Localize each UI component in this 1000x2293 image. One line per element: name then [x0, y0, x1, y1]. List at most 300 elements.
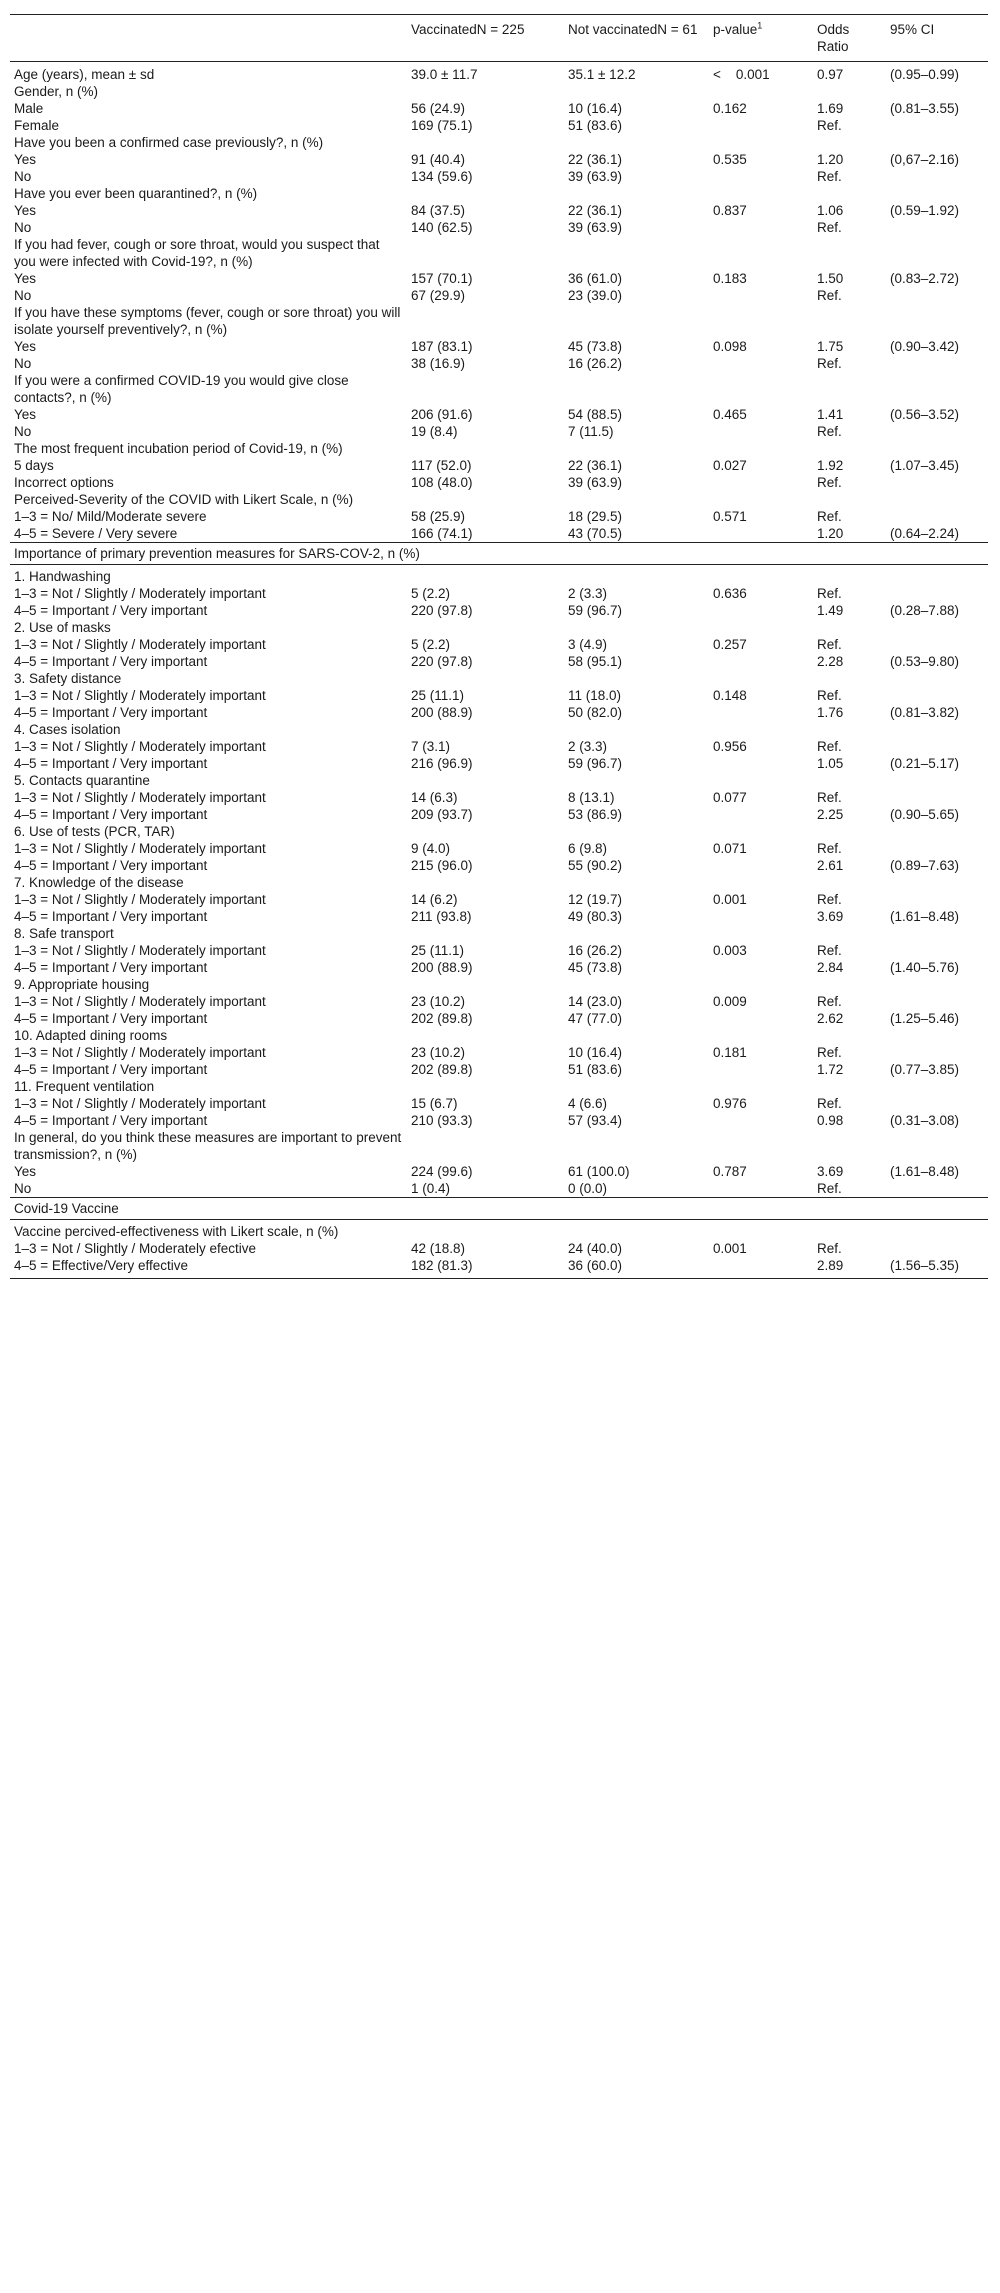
- cell-vaccinated: 14 (6.3): [411, 790, 458, 805]
- cell-variable: 8. Safe transport: [14, 926, 114, 941]
- cell-not-vaccinated: 36 (60.0): [564, 1257, 709, 1279]
- cell-odds-ratio: [813, 1078, 886, 1095]
- cell-p-value: 0.787: [713, 1164, 747, 1179]
- cell-variable: 4–5 = Important / Very important: [14, 1113, 208, 1128]
- table-row: [10, 670, 988, 687]
- table-row: [10, 976, 988, 993]
- cell-vaccinated: 67 (29.9): [411, 288, 466, 303]
- header-not-vaccinated: Not vaccinatedN = 61: [568, 22, 698, 37]
- cell-vaccinated: 209 (93.7): [411, 807, 473, 822]
- cell-odds-ratio: 1.20: [817, 526, 844, 541]
- cell-variable: Yes: [14, 1164, 37, 1179]
- cell-p-value: [709, 1027, 813, 1044]
- cell-p-value: 0.001: [713, 892, 747, 907]
- table-row: [10, 219, 988, 236]
- cell-variable: 1. Handwashing: [14, 569, 111, 584]
- cell-p-value: [709, 721, 813, 738]
- cell-ci: (0.90–3.42): [890, 339, 960, 354]
- cell-odds-ratio: Ref.: [817, 118, 842, 133]
- cell-p-value: [709, 440, 813, 457]
- cell-not-vaccinated: [564, 1027, 709, 1044]
- cell-p-value: [709, 134, 813, 151]
- cell-not-vaccinated: 22 (36.1): [568, 203, 623, 218]
- cell-ci: [886, 372, 988, 406]
- cell-variable: Have you ever been quarantined?, n (%): [14, 186, 258, 201]
- cell-vaccinated: 200 (88.9): [411, 960, 473, 975]
- cell-not-vaccinated: [564, 236, 709, 270]
- cell-p-value: [709, 355, 813, 372]
- table-row: [10, 1095, 988, 1112]
- cell-ci: [886, 134, 988, 151]
- header-row: [10, 15, 988, 62]
- cell-p-value: 0.162: [713, 101, 747, 116]
- table-row: [10, 1061, 988, 1078]
- table-row: [10, 789, 988, 806]
- cell-ci: [886, 823, 988, 840]
- cell-p-value: 0.077: [713, 790, 747, 805]
- cell-odds-ratio: Ref.: [817, 637, 842, 652]
- cell-not-vaccinated: [564, 925, 709, 942]
- cell-vaccinated: 5 (2.2): [411, 637, 451, 652]
- cell-ci: [886, 891, 988, 908]
- cell-variable: Have you been a confirmed case previously?, n (%): [14, 135, 324, 150]
- cell-ci: [886, 721, 988, 738]
- cell-vaccinated: 157 (70.1): [411, 271, 473, 286]
- cell-odds-ratio: Ref.: [817, 220, 842, 235]
- table-row: [10, 908, 988, 925]
- cell-not-vaccinated: [564, 721, 709, 738]
- cell-odds-ratio: Ref.: [817, 841, 842, 856]
- cell-odds-ratio: [813, 619, 886, 636]
- cell-odds-ratio: 1.41: [817, 407, 844, 422]
- cell-variable: 4–5 = Important / Very important: [14, 756, 208, 771]
- table-row: [10, 619, 988, 636]
- cell-p-value: [709, 704, 813, 721]
- cell-vaccinated: 210 (93.3): [411, 1113, 473, 1128]
- cell-ci: [886, 1078, 988, 1095]
- cell-not-vaccinated: 53 (86.9): [568, 807, 623, 822]
- cell-vaccinated: 15 (6.7): [411, 1096, 458, 1111]
- cell-not-vaccinated: 59 (96.7): [568, 603, 623, 618]
- cell-variable: 1–3 = Not / Slightly / Moderately important: [14, 586, 266, 601]
- cell-odds-ratio: Ref.: [817, 1181, 842, 1196]
- cell-variable: No: [14, 220, 32, 235]
- cell-vaccinated: [407, 772, 564, 789]
- cell-odds-ratio: 0.97: [817, 67, 844, 82]
- section-title: Covid-19 Vaccine: [10, 1198, 988, 1220]
- table-row: [10, 1129, 988, 1163]
- table-row: [10, 1044, 988, 1061]
- cell-p-value: [709, 1061, 813, 1078]
- table-row: [10, 338, 988, 355]
- cell-vaccinated: [407, 1078, 564, 1095]
- cell-variable: Yes: [14, 203, 37, 218]
- cell-p-value: [709, 304, 813, 338]
- table-row: [10, 270, 988, 287]
- table-row: [10, 423, 988, 440]
- cell-ci: (1.07–3.45): [890, 458, 960, 473]
- cell-not-vaccinated: [564, 976, 709, 993]
- cell-odds-ratio: 2.89: [813, 1257, 886, 1279]
- cell-odds-ratio: 1.49: [817, 603, 844, 618]
- table-row: [10, 959, 988, 976]
- cell-not-vaccinated: [564, 619, 709, 636]
- cell-ci: [886, 670, 988, 687]
- table-row: [10, 738, 988, 755]
- cell-odds-ratio: [813, 440, 886, 457]
- cell-not-vaccinated: [564, 83, 709, 100]
- cell-ci: [886, 185, 988, 202]
- cell-ci: (0.56–3.52): [890, 407, 960, 422]
- cell-vaccinated: [407, 976, 564, 993]
- cell-vaccinated: 14 (6.2): [411, 892, 458, 907]
- cell-variable: Female: [14, 118, 60, 133]
- cell-ci: [886, 236, 988, 270]
- cell-vaccinated: 169 (75.1): [411, 118, 473, 133]
- cell-variable: 1–3 = Not / Slightly / Moderately efective: [14, 1241, 256, 1256]
- cell-odds-ratio: [813, 670, 886, 687]
- table-row: [10, 857, 988, 874]
- cell-ci: [886, 83, 988, 100]
- cell-odds-ratio: [813, 236, 886, 270]
- cell-variable: In general, do you think these measures are important to prevent transmission?, n (%): [14, 1130, 402, 1162]
- cell-not-vaccinated: 11 (18.0): [568, 688, 622, 703]
- cell-odds-ratio: [813, 372, 886, 406]
- cell-p-value: 0.001: [713, 1241, 747, 1256]
- table-row: [10, 236, 988, 270]
- cell-odds-ratio: [813, 185, 886, 202]
- cell-not-vaccinated: 39 (63.9): [568, 475, 623, 490]
- cell-odds-ratio: Ref.: [817, 943, 842, 958]
- cell-odds-ratio: [813, 1129, 886, 1163]
- cell-ci: (0.89–7.63): [890, 858, 960, 873]
- cell-p-value: [709, 653, 813, 670]
- cell-odds-ratio: [813, 823, 886, 840]
- section-header-row: [10, 1198, 988, 1220]
- cell-vaccinated: 25 (11.1): [411, 943, 465, 958]
- cell-vaccinated: [407, 823, 564, 840]
- cell-ci: [886, 585, 988, 602]
- cell-variable: No: [14, 424, 32, 439]
- cell-variable: If you were a confirmed COVID-19 you would give close contacts?, n (%): [14, 373, 349, 405]
- cell-ci: (0.64–2.24): [890, 526, 960, 541]
- cell-vaccinated: 23 (10.2): [411, 1045, 466, 1060]
- cell-p-value: [709, 823, 813, 840]
- cell-p-value: 0.009: [713, 994, 747, 1009]
- cell-odds-ratio: 3.69: [817, 909, 844, 924]
- cell-vaccinated: [407, 304, 564, 338]
- cell-ci: (0.28–7.88): [890, 603, 960, 618]
- cell-p-value: [709, 525, 813, 543]
- header-p-value: [709, 15, 813, 62]
- cell-odds-ratio: Ref.: [817, 509, 842, 524]
- cell-p-value: [709, 185, 813, 202]
- cell-variable: 1–3 = No/ Mild/Moderate severe: [14, 509, 207, 524]
- table-row: [10, 636, 988, 653]
- cell-p-value: 0.976: [713, 1096, 747, 1111]
- cell-variable: 4–5 = Important / Very important: [14, 1062, 208, 1077]
- cell-p-value: [709, 423, 813, 440]
- cell-ci: [886, 993, 988, 1010]
- cell-vaccinated: 182 (81.3): [407, 1257, 564, 1279]
- table-row: [10, 942, 988, 959]
- cell-not-vaccinated: 6 (9.8): [568, 841, 608, 856]
- cell-vaccinated: 7 (3.1): [411, 739, 451, 754]
- cell-ci: (1.56–5.35): [886, 1257, 988, 1279]
- table-row: [10, 440, 988, 457]
- cell-ci: [886, 1180, 988, 1198]
- table-row: [10, 355, 988, 372]
- cell-ci: [886, 789, 988, 806]
- cell-odds-ratio: Ref.: [817, 586, 842, 601]
- cell-ci: (0.95–0.99): [890, 67, 960, 82]
- cell-ci: (0.21–5.17): [890, 756, 960, 771]
- cell-not-vaccinated: [564, 565, 709, 586]
- cell-ci: [886, 1129, 988, 1163]
- cell-ci: (0.81–3.55): [890, 101, 960, 116]
- cell-variable: Perceived-Severity of the COVID with Likert Scale, n (%): [14, 492, 354, 507]
- table-row: [10, 653, 988, 670]
- cell-vaccinated: 202 (89.8): [411, 1011, 473, 1026]
- cell-odds-ratio: [813, 83, 886, 100]
- cell-vaccinated: [407, 491, 564, 508]
- cell-ci: (0.31–3.08): [890, 1113, 960, 1128]
- cell-vaccinated: 42 (18.8): [411, 1241, 466, 1256]
- cell-ci: (0.59–1.92): [890, 203, 960, 218]
- cell-p-value: [709, 857, 813, 874]
- table-header: [10, 15, 988, 62]
- cell-p-value: 0.098: [713, 339, 747, 354]
- cell-p-value: [709, 1078, 813, 1095]
- cell-ci: [886, 1220, 988, 1241]
- cell-p-value: 0.837: [713, 203, 747, 218]
- header-variable: [10, 15, 407, 62]
- cell-p-value: [709, 976, 813, 993]
- cell-ci: (0.77–3.85): [890, 1062, 960, 1077]
- table-row: [10, 1180, 988, 1198]
- cell-ci: (0.53–9.80): [890, 654, 960, 669]
- cell-odds-ratio: [813, 304, 886, 338]
- cell-ci: [886, 1240, 988, 1257]
- cell-p-value: 0.003: [713, 943, 747, 958]
- table-row: [10, 721, 988, 738]
- cell-not-vaccinated: [564, 304, 709, 338]
- table-row: [10, 1078, 988, 1095]
- cell-vaccinated: [407, 565, 564, 586]
- cell-not-vaccinated: 14 (23.0): [568, 994, 623, 1009]
- cell-variable: No: [14, 169, 32, 184]
- cell-vaccinated: [407, 619, 564, 636]
- cell-p-value: [709, 219, 813, 236]
- cell-odds-ratio: 0.98: [817, 1113, 844, 1128]
- cell-ci: [886, 440, 988, 457]
- cell-odds-ratio: [813, 134, 886, 151]
- cell-ci: [886, 1044, 988, 1061]
- cell-p-value: [709, 908, 813, 925]
- cell-vaccinated: 134 (59.6): [411, 169, 473, 184]
- cell-odds-ratio: [813, 491, 886, 508]
- cell-vaccinated: [407, 925, 564, 942]
- cell-vaccinated: 5 (2.2): [411, 586, 451, 601]
- cell-odds-ratio: 1.06: [817, 203, 844, 218]
- table-row: [10, 1220, 988, 1241]
- cell-not-vaccinated: [564, 372, 709, 406]
- cell-not-vaccinated: 16 (26.2): [568, 943, 623, 958]
- cell-p-value: [709, 83, 813, 100]
- cell-variable: 10. Adapted dining rooms: [14, 1028, 168, 1043]
- cell-variable: 1–3 = Not / Slightly / Moderately important: [14, 943, 266, 958]
- cell-not-vaccinated: 39 (63.9): [568, 220, 623, 235]
- table-row: [10, 993, 988, 1010]
- cell-not-vaccinated: 49 (80.3): [568, 909, 623, 924]
- cell-not-vaccinated: [564, 440, 709, 457]
- table-row: [10, 704, 988, 721]
- table-row: [10, 62, 988, 84]
- cell-ci: (1.61–8.48): [890, 909, 960, 924]
- cell-odds-ratio: 1.92: [817, 458, 844, 473]
- table-row: [10, 823, 988, 840]
- cell-variable: 4–5 = Important / Very important: [14, 858, 208, 873]
- cell-ci: [886, 287, 988, 304]
- cell-variable: The most frequent incubation period of Covid-19, n (%): [14, 441, 343, 456]
- cell-p-value: [709, 1010, 813, 1027]
- cell-not-vaccinated: [564, 185, 709, 202]
- cell-p-value: [709, 1257, 813, 1279]
- cell-variable: Age (years), mean ± sd: [14, 67, 155, 82]
- section-title: Importance of primary prevention measures for SARS-COV-2, n (%): [10, 543, 988, 565]
- cell-odds-ratio: Ref.: [817, 1096, 842, 1111]
- cell-not-vaccinated: [564, 1129, 709, 1163]
- cell-p-value: [709, 1129, 813, 1163]
- cell-odds-ratio: Ref.: [817, 288, 842, 303]
- table-row: [10, 1240, 988, 1257]
- table-row: [10, 202, 988, 219]
- cell-variable: 1–3 = Not / Slightly / Moderately important: [14, 994, 266, 1009]
- cell-odds-ratio: [813, 874, 886, 891]
- cell-variable: 9. Appropriate housing: [14, 977, 150, 992]
- cell-p-value: < 0.001: [713, 67, 770, 82]
- table-row: [10, 891, 988, 908]
- cell-variable: If you had fever, cough or sore throat, would you suspect that you were infected with Covid-19?, n (%): [14, 237, 380, 269]
- cell-variable: 11. Frequent ventilation: [14, 1079, 155, 1094]
- table-row: [10, 508, 988, 525]
- cell-not-vaccinated: [564, 823, 709, 840]
- cell-variable: 1–3 = Not / Slightly / Moderately important: [14, 790, 266, 805]
- cell-ci: [886, 219, 988, 236]
- cell-not-vaccinated: 61 (100.0): [568, 1164, 630, 1179]
- cell-vaccinated: 140 (62.5): [411, 220, 473, 235]
- cell-variable: 4–5 = Important / Very important: [14, 807, 208, 822]
- cell-ci: [886, 772, 988, 789]
- cell-vaccinated: 215 (96.0): [411, 858, 473, 873]
- cell-vaccinated: [407, 83, 564, 100]
- cell-odds-ratio: [813, 1027, 886, 1044]
- table-row: [10, 772, 988, 789]
- cell-p-value: 0.071: [713, 841, 747, 856]
- cell-p-value: 0.465: [713, 407, 747, 422]
- cell-variable: 1–3 = Not / Slightly / Moderately important: [14, 739, 266, 754]
- cell-variable: 3. Safety distance: [14, 671, 122, 686]
- cell-odds-ratio: [813, 976, 886, 993]
- cell-not-vaccinated: 45 (73.8): [568, 339, 623, 354]
- table-row: [10, 874, 988, 891]
- cell-ci: [886, 304, 988, 338]
- cell-odds-ratio: Ref.: [817, 1045, 842, 1060]
- cell-variable: 7. Knowledge of the disease: [14, 875, 184, 890]
- cell-variable: 1–3 = Not / Slightly / Moderately important: [14, 892, 266, 907]
- results-table-container: [10, 14, 988, 1279]
- cell-p-value: 0.636: [713, 586, 747, 601]
- cell-ci: [886, 976, 988, 993]
- cell-vaccinated: 108 (48.0): [411, 475, 473, 490]
- table-row: [10, 687, 988, 704]
- cell-odds-ratio: Ref.: [817, 475, 842, 490]
- cell-odds-ratio: Ref.: [817, 790, 842, 805]
- cell-not-vaccinated: 50 (82.0): [568, 705, 623, 720]
- header-p-value-label: p-value: [713, 22, 758, 37]
- cell-odds-ratio: Ref.: [817, 892, 842, 907]
- cell-odds-ratio: 1.76: [817, 705, 844, 720]
- cell-variable: 4–5 = Important / Very important: [14, 603, 208, 618]
- cell-p-value: [709, 236, 813, 270]
- cell-vaccinated: 38 (16.9): [411, 356, 466, 371]
- cell-ci: [886, 355, 988, 372]
- cell-vaccinated: 206 (91.6): [411, 407, 473, 422]
- cell-variable: No: [14, 356, 32, 371]
- cell-vaccinated: [407, 670, 564, 687]
- cell-ci: [886, 738, 988, 755]
- table-row: [10, 585, 988, 602]
- cell-variable: 1–3 = Not / Slightly / Moderately important: [14, 841, 266, 856]
- cell-vaccinated: 58 (25.9): [411, 509, 466, 524]
- cell-odds-ratio: [813, 772, 886, 789]
- cell-vaccinated: 56 (24.9): [411, 101, 466, 116]
- table-row: [10, 925, 988, 942]
- cell-odds-ratio: 1.50: [817, 271, 844, 286]
- cell-p-value: 0.183: [713, 271, 747, 286]
- cell-p-value: [709, 670, 813, 687]
- table-row: [10, 840, 988, 857]
- table-row: [10, 602, 988, 619]
- cell-vaccinated: [407, 134, 564, 151]
- cell-not-vaccinated: 55 (90.2): [568, 858, 623, 873]
- header-ci: 95% CI: [890, 22, 935, 37]
- cell-variable: 4–5 = Severe / Very severe: [14, 526, 178, 541]
- cell-p-value: 0.956: [713, 739, 747, 754]
- header-vaccinated: VaccinatedN = 225: [411, 22, 525, 37]
- cell-not-vaccinated: 47 (77.0): [568, 1011, 623, 1026]
- cell-odds-ratio: 2.61: [817, 858, 844, 873]
- cell-vaccinated: 187 (83.1): [411, 339, 473, 354]
- cell-ci: (0,67–2.16): [890, 152, 960, 167]
- cell-p-value: 0.181: [713, 1045, 747, 1060]
- cell-p-value: [709, 1180, 813, 1198]
- cell-not-vaccinated: 45 (73.8): [568, 960, 623, 975]
- cell-not-vaccinated: [564, 1078, 709, 1095]
- cell-variable: No: [14, 1181, 32, 1196]
- cell-p-value: 0.257: [713, 637, 747, 652]
- cell-odds-ratio: Ref.: [817, 739, 842, 754]
- cell-not-vaccinated: 35.1 ± 12.2: [568, 67, 636, 82]
- table-row: [10, 525, 988, 543]
- cell-variable: 1–3 = Not / Slightly / Moderately important: [14, 1096, 266, 1111]
- cell-vaccinated: 200 (88.9): [411, 705, 473, 720]
- cell-not-vaccinated: 57 (93.4): [568, 1113, 623, 1128]
- cell-not-vaccinated: 22 (36.1): [568, 458, 623, 473]
- cell-ci: (1.61–8.48): [890, 1164, 960, 1179]
- cell-p-value: [709, 1220, 813, 1241]
- header-odds-ratio: Odds Ratio: [817, 22, 850, 54]
